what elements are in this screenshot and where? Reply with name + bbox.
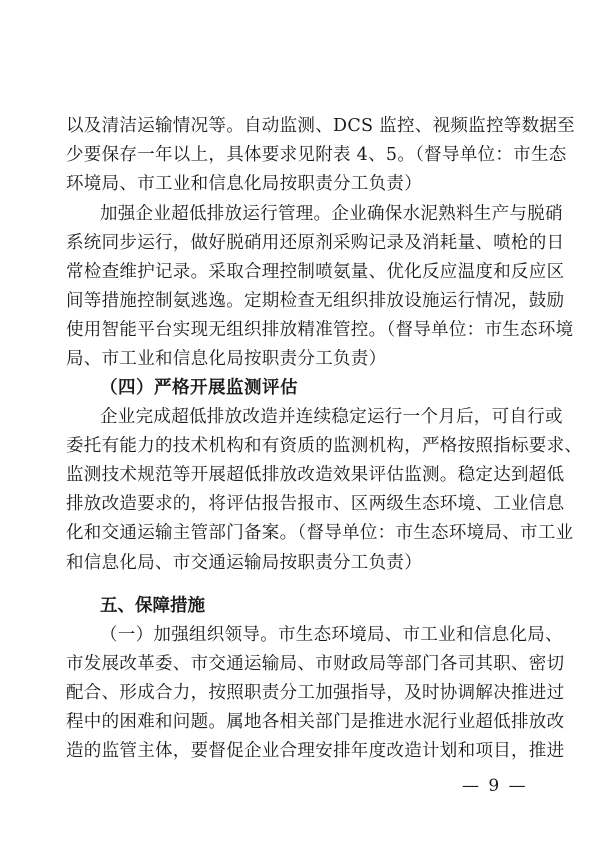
text-line: 少要保存一年以上，具体要求见附表 4、5。（督导单位：市生态 [66,145,567,165]
text-line: 企业完成超低排放改造并连续稳定运行一个月后，可自行或 [100,407,563,427]
section-heading-4: （四）严格开展监测评估 [100,378,298,398]
text-line: 排放改造要求的，将评估报告报市、区两级生态环境、工业信息 [66,494,565,514]
text-line: 化和交通运输主管部门备案。（督导单位：市生态环境局、市工业 [66,523,574,543]
text-line: 间等措施控制氨逃逸。定期检查无组织排放设施运行情况，鼓励 [66,291,565,311]
text-line: 监测技术规范等开展超低排放改造效果评估监测。稳定达到超低 [66,465,565,485]
text-line: 程中的困难和问题。属地各相关部门是推进水泥行业超低排放改 [66,712,565,732]
text-line: 局、市工业和信息化局按职责分工负责） [66,349,387,369]
text-line: 加强企业超低排放运行管理。企业确保水泥熟料生产与脱硝 [100,204,563,224]
section-heading-5: 五、保障措施 [100,596,205,616]
text-line: 配合、形成合力，按照职责分工加强指导，及时协调解决推进过 [66,683,565,703]
text-line: （一）加强组织领导。市生态环境局、市工业和信息化局、 [100,625,563,645]
text-line: 市发展改革委、市交通运输局、市财政局等部门各司其职、密切 [66,654,565,674]
text-line: 造的监管主体，要督促企业合理安排年度改造计划和项目，推进 [66,741,565,761]
text-line: 环境局、市工业和信息化局按职责分工负责） [66,174,422,194]
text-line: 以及清洁运输情况等。自动监测、DCS 监控、视频监控等数据至 [66,116,575,136]
text-line: 常检查维护记录。采取合理控制喷氨量、优化反应温度和反应区 [66,262,565,282]
page-number: — 9 — [462,776,528,796]
text-line: 委托有能力的技术机构和有资质的监测机构，严格按照指标要求、 [66,436,583,456]
text-line: 和信息化局、市交通运输局按职责分工负责） [66,553,422,573]
text-line: 系统同步运行，做好脱硝用还原剂采购记录及消耗量、喷枪的日 [66,233,565,253]
text-line: 使用智能平台实现无组织排放精准管控。（督导单位：市生态环境 [66,320,574,340]
